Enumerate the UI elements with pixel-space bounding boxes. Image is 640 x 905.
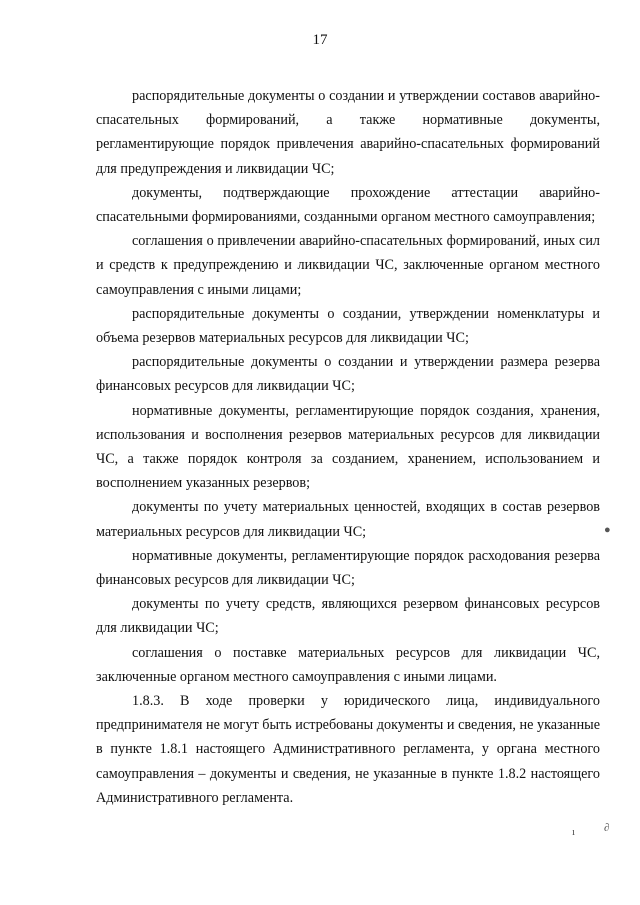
paragraph: соглашения о поставке материальных ресурсов для ликвидации ЧС, заключенные органом местного самоуправления с иными лицами.	[96, 644, 600, 685]
paragraph: распорядительные документы о создании, утверждении номенклатуры и объема резервов материальных ресурсов для ликвидации ЧС;	[96, 305, 600, 347]
paragraph: документы по учету средств, являющихся резервом финансовых ресурсов для ликвидации ЧС;	[96, 596, 600, 637]
paragraph: соглашения о привлечении аварийно-спасательных формирований, иных сил и средств к предупреждению и ликвидации ЧС, заключенные органом местного самоуправления с иными лицами;	[96, 233, 600, 298]
paragraph: распорядительные документы о создании и утверждении размера резерва финансовых ресурсов для ликвидации ЧС;	[96, 354, 600, 395]
paragraph-section-1-8-3: 1.8.3. В ходе проверки у юридического лица, индивидуального предпринимателя не могут быть истребованы документы и сведения, не указанные в пункте 1.8.1 настоящего Административного регламента, у органа местного самоуправления – документы и сведения, не указанные в пункте 1.8.2 настоящего Административного регламента.	[96, 693, 600, 806]
scan-artifact: ●	[604, 524, 611, 536]
document-body	[96, 84, 600, 810]
paragraph: нормативные документы, регламентирующие порядок расходования резерва финансовых ресурсов для ликвидации ЧС;	[96, 547, 600, 589]
paragraph: документы, подтверждающие прохождение аттестации аварийно-спасательными формированиями, созданными органом местного самоуправления;	[96, 184, 600, 226]
paragraph: документы по учету материальных ценностей, входящих в состав резервов материальных ресурсов для ликвидации ЧС;	[96, 499, 600, 540]
paragraph: нормативные документы, регламентирующие порядок создания, хранения, использования и восполнения резервов материальных ресурсов для ликвидации ЧС, а также порядок контроля за созданием, хранением, использованием и восполнением указанных резервов;	[96, 402, 600, 492]
scan-artifact: ı	[572, 826, 576, 838]
paragraph: распорядительные документы о создании и утверждении составов аварийно-спасательных формирований, а также нормативные документы, регламентирующие порядок привлечения аварийно-спасательных формирований для предупреждения и ликвидации ЧС;	[96, 88, 600, 177]
page-number: 17	[312, 32, 328, 48]
scan-artifact: ∂	[604, 822, 610, 834]
